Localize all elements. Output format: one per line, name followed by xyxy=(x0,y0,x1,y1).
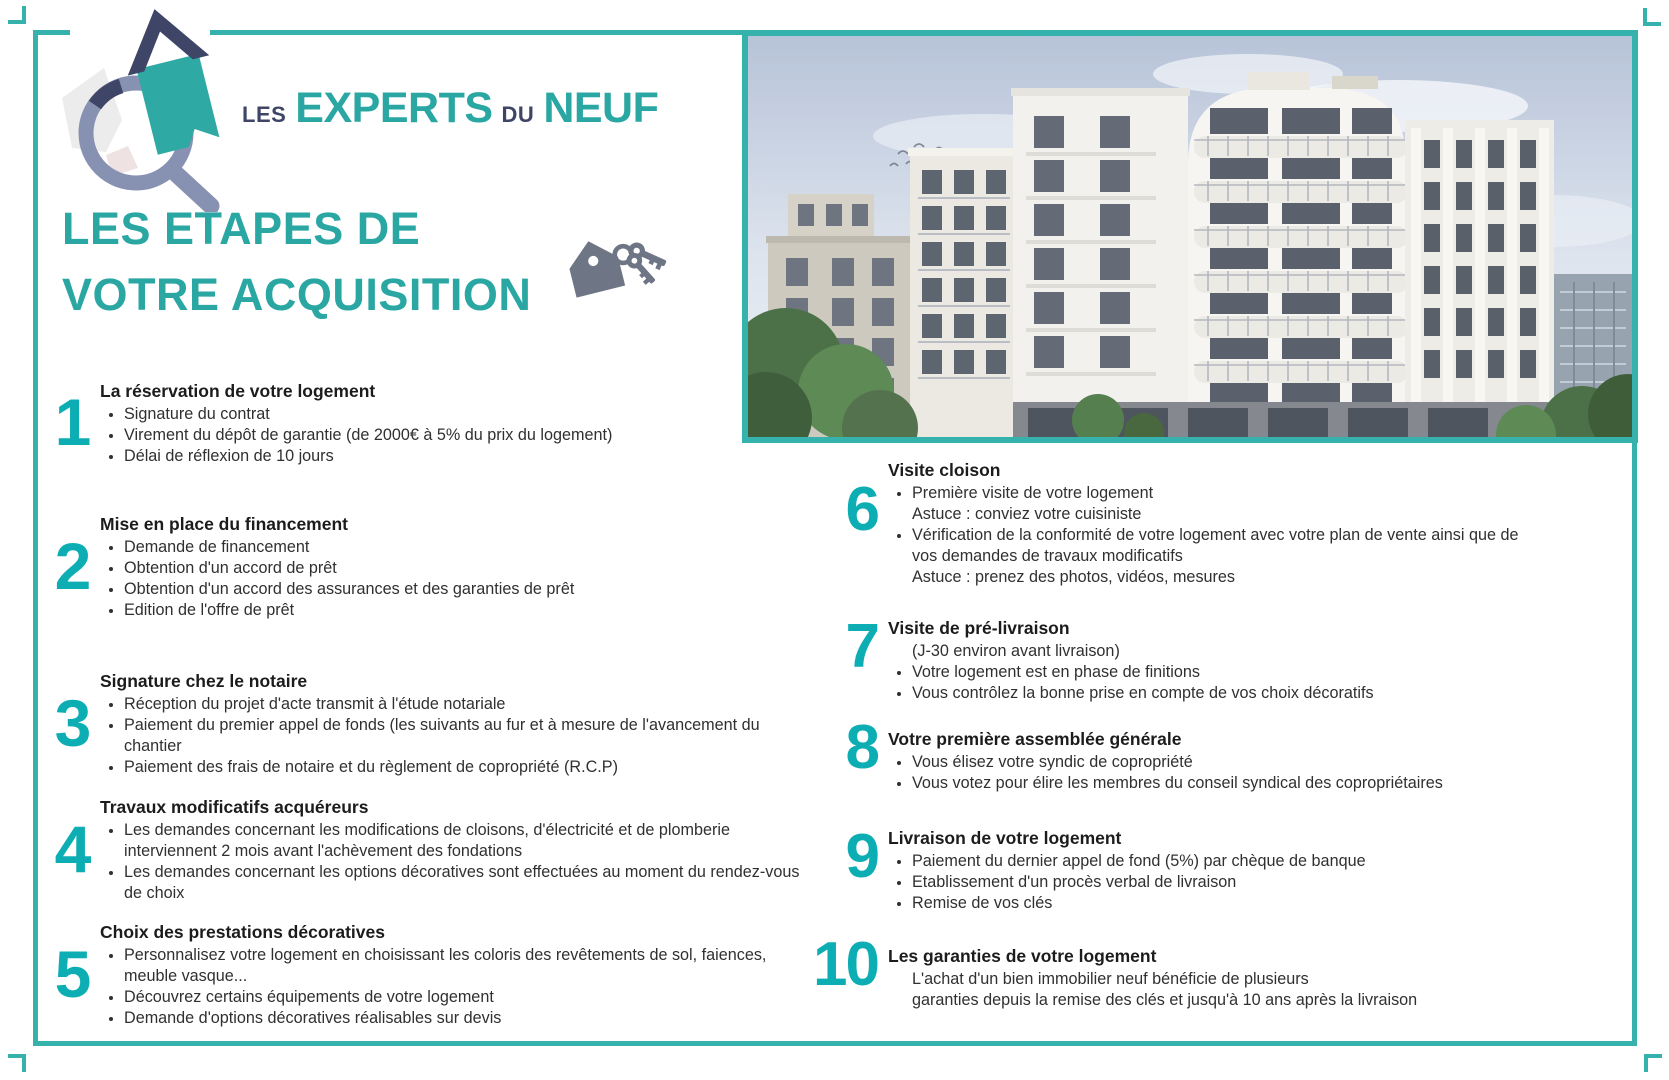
step-item: • Réception du projet d'acte transmit à l'étude notariale xyxy=(124,694,820,715)
step-item: • Les demandes concernant les options décoratives sont effectuées au moment du rendez-vous de choix xyxy=(124,862,820,904)
step xyxy=(44,514,834,621)
step-number: 10 xyxy=(813,929,878,999)
step-item-list xyxy=(100,820,820,904)
new-building-rendering xyxy=(748,36,1632,437)
step-note: (J-30 environ avant livraison) xyxy=(912,642,1120,660)
step-item: • Les demandes concernant les modifications de cloisons, d'électricité et de plomberie interviennent 2 mois avant l'achèvement des fondations xyxy=(124,820,820,862)
step-number: 6 xyxy=(845,475,878,544)
corner-mark-top-left xyxy=(8,6,26,24)
step-item: • Vérification de la conformité de votre logement avec votre plan de vente ainsi que de vos demandes de travaux modificatifs xyxy=(912,525,1533,567)
step-item: • Vous votez pour élire les membres du conseil syndical des copropriétaires xyxy=(912,773,1533,794)
step-title: Visite de pré-livraison xyxy=(888,618,1070,638)
step-item: • Délai de réflexion de 10 jours xyxy=(124,446,820,467)
step-title: Travaux modificatifs acquéreurs xyxy=(100,797,369,817)
step-item: • Demande de financement xyxy=(124,537,820,558)
step-item-list xyxy=(100,945,820,1029)
step-item: • Première visite de votre logement xyxy=(912,483,1533,504)
step xyxy=(790,929,1535,1011)
step-note: garanties depuis la remise des clés et jusqu'à 10 ans après la livraison xyxy=(912,991,1418,1009)
step-item-list xyxy=(888,641,1533,704)
step-title: Visite cloison xyxy=(888,460,1001,480)
step-item: • Votre logement est en phase de finitions xyxy=(912,662,1533,683)
step-number: 5 xyxy=(54,936,90,1011)
step-item-list xyxy=(888,851,1533,914)
title-line-2: VOTRE ACQUISITION xyxy=(62,269,532,320)
step-title: La réservation de votre logement xyxy=(100,381,376,401)
step-item: • Paiement du premier appel de fonds (les suivants au fur et à mesure de l'avancement du chantier xyxy=(124,715,820,757)
step xyxy=(44,797,834,904)
step-note: Astuce : conviez votre cuisiniste xyxy=(912,505,1142,523)
step-item: • Personnalisez votre logement en choisissant les coloris des revêtements de sol, faiences, meuble vasque... xyxy=(124,945,820,987)
step-item: • Paiement des frais de notaire et du règlement de copropriété (R.C.P) xyxy=(124,757,820,778)
step-item: • Virement du dépôt de garantie (de 2000€ à 5% du prix du logement) xyxy=(124,425,820,446)
step-item: • Vous élisez votre syndic de copropriété xyxy=(912,752,1533,773)
corner-mark-bottom-right xyxy=(1644,1054,1662,1072)
step-item: • Vous contrôlez la bonne prise en compte de vos choix décoratifs xyxy=(912,683,1533,704)
step-title: Choix des prestations décoratives xyxy=(100,922,385,942)
step-number: 2 xyxy=(54,528,90,603)
step-item: • Découvrez certains équipements de votre logement xyxy=(124,987,820,1008)
step-item: • Obtention d'un accord des assurances et des garanties de prêt xyxy=(124,579,820,600)
step-number: 3 xyxy=(54,685,90,760)
step-item-list xyxy=(888,969,1533,1011)
step-number: 1 xyxy=(54,385,90,459)
step xyxy=(44,381,834,467)
step-item: • Signature du contrat xyxy=(124,404,820,425)
step-item-list xyxy=(100,537,820,621)
step-item-list xyxy=(100,404,820,467)
step xyxy=(44,671,834,778)
step-title: Livraison de votre logement xyxy=(888,828,1122,848)
step xyxy=(790,460,1535,588)
step xyxy=(44,922,834,1029)
step-note: L'achat d'un bien immobilier neuf bénéficie de plusieurs xyxy=(912,970,1309,988)
step-item: • Obtention d'un accord de prêt xyxy=(124,558,820,579)
step-item: • Etablissement d'un procès verbal de livraison xyxy=(912,872,1533,893)
step-note: Astuce : prenez des photos, vidéos, mesures xyxy=(912,568,1236,586)
house-keys-icon xyxy=(556,224,668,312)
corner-mark-top-right xyxy=(1643,8,1661,26)
title-line-1: LES ETAPES DE xyxy=(62,203,421,254)
step-item-list xyxy=(100,694,820,778)
step-item: • Remise de vos clés xyxy=(912,893,1533,914)
step-title: Mise en place du financement xyxy=(100,514,348,534)
hero-photo xyxy=(742,30,1638,443)
brand-word-neuf: NEUF xyxy=(543,84,659,132)
brand-wordmark xyxy=(242,84,658,133)
step-number: 8 xyxy=(845,712,878,782)
step-item: • Edition de l'offre de prêt xyxy=(124,600,820,621)
step xyxy=(790,612,1535,704)
step-number: 9 xyxy=(845,822,878,891)
brand-word-les: LES xyxy=(242,102,287,127)
step-item-list xyxy=(888,483,1533,588)
step xyxy=(790,712,1535,794)
step-title: Les garanties de votre logement xyxy=(888,946,1157,966)
house-magnifier-icon xyxy=(48,0,238,212)
page-title xyxy=(62,196,531,328)
step-number: 4 xyxy=(54,811,90,886)
brand-word-experts: EXPERTS xyxy=(295,84,493,132)
step xyxy=(790,822,1535,914)
step-title: Votre première assemblée générale xyxy=(888,729,1182,749)
step-item: • Demande d'options décoratives réalisables sur devis xyxy=(124,1008,820,1029)
step-item: • Paiement du dernier appel de fond (5%) par chèque de banque xyxy=(912,851,1533,872)
corner-mark-bottom-left xyxy=(8,1054,26,1072)
step-item-list xyxy=(888,752,1533,794)
step-title: Signature chez le notaire xyxy=(100,671,308,691)
brand-word-du: DU xyxy=(501,102,535,127)
step-number: 7 xyxy=(845,612,878,681)
